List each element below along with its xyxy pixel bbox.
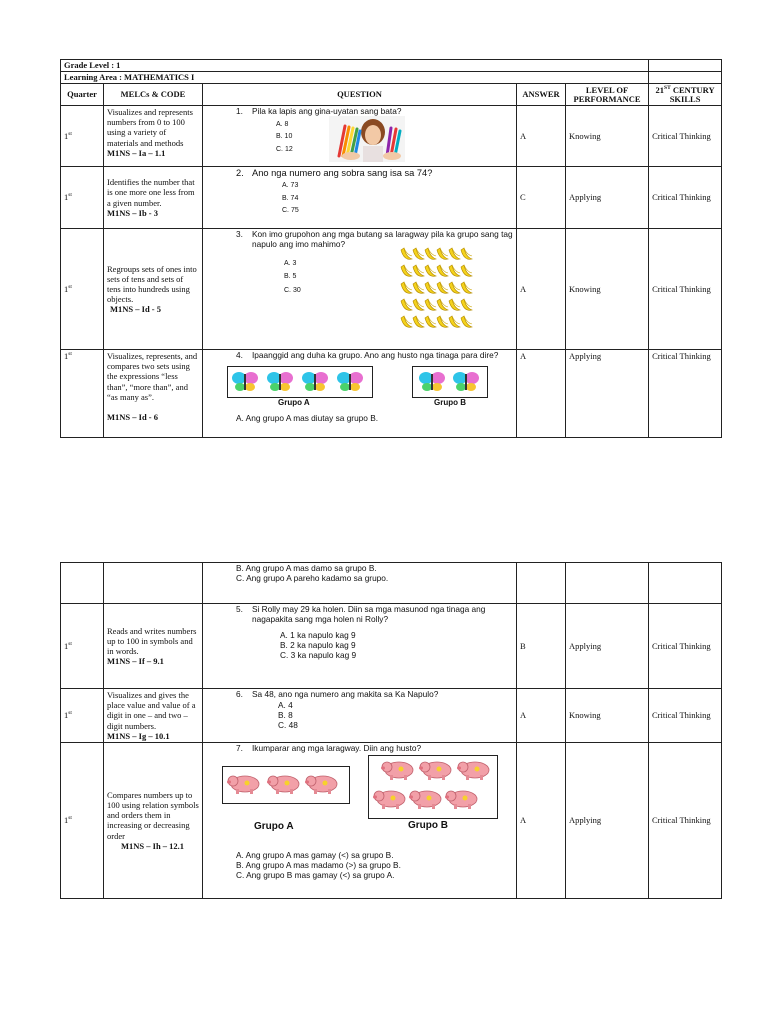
level-cell: Knowing: [566, 689, 649, 743]
answer-cell: A: [517, 106, 566, 167]
table-row: [61, 167, 722, 229]
answer-cell: C: [517, 167, 566, 229]
answer-cell: [517, 563, 566, 604]
quarter-cell: 1st: [61, 350, 104, 438]
skill-cell: Critical Thinking: [649, 106, 722, 167]
butterfly-icon: [337, 372, 363, 391]
question-cell: 6. Sa 48, ano nga numero ang makita sa Ka Napulo? A. 4 B. 8 C. 48: [203, 689, 517, 743]
quarter-cell: 1st: [61, 229, 104, 350]
melc-code: M1NS – Ih – 12.1: [121, 840, 185, 851]
melc-code: M1NS – Ib - 3: [107, 207, 159, 218]
quarter-cell: 1st: [61, 689, 104, 743]
pig-icon: [457, 762, 489, 780]
melc-cell: Visualizes and gives the place value and value of a digit in one – and two – digit numbers. M1NS – Ig – 10.1: [104, 689, 203, 743]
quarter-cell: [61, 563, 104, 604]
banana-icon: [449, 248, 460, 259]
pig-group-a-image: [222, 766, 350, 804]
melc-cell: Visualizes, represents, and compares two sets using the expressions “less than”, “more than”, and “as many as”. M1NS – Id - 6: [104, 350, 203, 438]
banana-icon: [461, 299, 472, 310]
skill-cell: Critical Thinking: [649, 350, 722, 438]
level-cell: Applying: [566, 742, 649, 898]
group-b-label: Grupo B: [434, 397, 466, 407]
banana-icon: [425, 265, 436, 276]
answer-options: A. 8 B. 10 C. 12: [276, 120, 293, 153]
col-quarter: Quarter: [61, 84, 104, 106]
answer-options: A. Ang grupo A mas diutay sa grupo B.: [236, 412, 379, 423]
banana-icon: [413, 282, 424, 293]
col-melcs: MELCs & CODE: [104, 84, 203, 106]
quarter-cell: 1st: [61, 742, 104, 898]
banana-icon: [449, 265, 460, 276]
learning-area: Learning Area : MATHEMATICS I: [61, 72, 649, 84]
level-cell: Knowing: [566, 106, 649, 167]
pig-icon: [227, 776, 259, 794]
banana-icon: [401, 248, 412, 259]
question-cell: [203, 563, 517, 604]
answer-options: A. 3 B. 5 C. 30: [284, 259, 301, 294]
banana-icon: [413, 299, 424, 310]
group-a-label: Grupo A: [254, 820, 294, 832]
level-cell: Applying: [566, 350, 649, 438]
banana-icon: [413, 265, 424, 276]
banana-icon: [401, 299, 412, 310]
butterfly-icon: [267, 372, 293, 391]
pig-icon: [445, 791, 477, 809]
skill-cell: Critical Thinking: [649, 689, 722, 743]
quarter-cell: 1st: [61, 167, 104, 229]
assessment-table-2: [60, 562, 722, 899]
skill-cell: [649, 563, 722, 604]
group-a-label: Grupo A: [278, 397, 310, 407]
melc-cell: [104, 563, 203, 604]
blank-cell: [649, 60, 722, 72]
banana-icon: [437, 299, 448, 310]
answer-options: A. Ang grupo A mas gamay (<) sa grupo B. B. Ang grupo A mas madamo (>) sa grupo B. C. Ang grupo B mas gamay (<) sa grupo A.: [236, 849, 401, 880]
table-row: [61, 604, 722, 689]
butterfly-group-a-image: [227, 366, 373, 398]
quarter-cell: 1st: [61, 604, 104, 689]
pig-icon: [409, 791, 441, 809]
question-cell: 7. Ikumparar ang mga laragway. Diin ang husto? Grupo A Grupo B A. Ang grupo A mas gamay (<) sa grupo B. B. Ang grupo A mas madamo (>) sa grupo B. C. Ang grupo B mas gamay (<) sa grupo A.: [203, 742, 517, 898]
butterfly-icon: [419, 372, 445, 391]
banana-icon: [437, 265, 448, 276]
level-cell: Applying: [566, 604, 649, 689]
col-answer: ANSWER: [517, 84, 566, 106]
banana-icon: [461, 282, 472, 293]
child-with-pencils-image: [329, 116, 405, 162]
table-row: [61, 689, 722, 743]
level-cell: Applying: [566, 167, 649, 229]
melc-code: M1NS – Id - 5: [110, 304, 162, 315]
banana-icon: [425, 299, 436, 310]
skill-cell: Critical Thinking: [649, 742, 722, 898]
answer-cell: A: [517, 689, 566, 743]
skill-cell: Critical Thinking: [649, 604, 722, 689]
quarter-cell: 1st: [61, 106, 104, 167]
melc-cell: Reads and writes numbers up to 100 in symbols and in words. M1NS – If – 9.1: [104, 604, 203, 689]
pig-icon: [381, 762, 413, 780]
banana-icon: [413, 248, 424, 259]
pig-group-b-image: [368, 755, 498, 819]
melc-cell: Identifies the number that is one more one less from a given number. M1NS – Ib - 3: [104, 167, 203, 229]
level-cell: Knowing: [566, 229, 649, 350]
pig-icon: [373, 791, 405, 809]
answer-cell: A: [517, 350, 566, 438]
banana-icon: [449, 299, 460, 310]
melc-code: M1NS – Ig – 10.1: [107, 730, 170, 741]
group-b-label: Grupo B: [408, 819, 448, 831]
pig-icon: [305, 776, 337, 794]
table-row: [61, 229, 722, 350]
question-cell: 4. Ipaanggid ang duha ka grupo. Ano ang husto nga tinaga para dire? Grupo A Grupo B A. Ang grupo A mas diutay sa grupo B.: [203, 350, 517, 438]
banana-icon: [401, 316, 412, 327]
col-level: LEVEL OF PERFORMANCE: [566, 84, 649, 106]
banana-icon: [437, 282, 448, 293]
butterfly-icon: [453, 372, 479, 391]
melc-cell: Regroups sets of ones into sets of tens and sets of tens into hundreds using objects. M1NS – Id - 5: [104, 229, 203, 350]
answer-cell: A: [517, 742, 566, 898]
blank-cell: [649, 72, 722, 84]
banana-icon: [425, 282, 436, 293]
banana-icon: [425, 316, 436, 327]
butterfly-group-b-image: [412, 366, 488, 398]
skill-cell: Critical Thinking: [649, 167, 722, 229]
melc-code: M1NS – If – 9.1: [107, 656, 164, 667]
table-row: [61, 350, 722, 438]
melc-cell: Visualizes and represents numbers from 0 to 100 using a variety of materials and methods M1NS – Ia – 1.1: [104, 106, 203, 167]
pig-icon: [419, 762, 451, 780]
answer-cell: A: [517, 229, 566, 350]
banana-icon: [461, 316, 472, 327]
melc-code: M1NS – Id - 6: [107, 412, 159, 423]
banana-icon: [437, 316, 448, 327]
grade-level: Grade Level : 1: [61, 60, 649, 72]
answer-options: A. 4 B. 8 C. 48: [278, 699, 298, 730]
level-cell: [566, 563, 649, 604]
answer-options: A. 1 ka napulo kag 9 B. 2 ka napulo kag 9 C. 3 ka napulo kag 9: [280, 629, 357, 660]
answer-options: A. 73 B. 74 C. 75: [282, 182, 299, 214]
banana-icon: [437, 248, 448, 259]
melc-code: M1NS – Ia – 1.1: [107, 147, 166, 158]
banana-icon: [449, 282, 460, 293]
question-cell: 5. Si Rolly may 29 ka holen. Diin sa mga masunod nga tinaga ang nagapakita sang mga holen ni Rolly? A. 1 ka napulo kag 9 B. 2 ka napulo kag 9 C. 3 ka napulo kag 9: [203, 604, 517, 689]
table-row: [61, 742, 722, 898]
table-row: [61, 106, 722, 167]
banana-grid-image: [399, 245, 475, 331]
melc-cell: Compares numbers up to 100 using relation symbols and orders them in increasing or decreasing order M1NS – Ih – 12.1: [104, 742, 203, 898]
banana-icon: [425, 248, 436, 259]
col-question: QUESTION: [203, 84, 517, 106]
butterfly-icon: [302, 372, 328, 391]
answer-cell: B: [517, 604, 566, 689]
butterfly-icon: [232, 372, 258, 391]
pig-icon: [267, 776, 299, 794]
col-skills: 21ST CENTURY SKILLS: [649, 84, 722, 106]
assessment-table-1: [60, 59, 722, 438]
question-cell: 3. Kon imo grupohon ang mga butang sa laragway pila ka grupo sang tag napulo ang imo mahimo? A. 3 B. 5 C. 30: [203, 229, 517, 350]
table-row: [61, 563, 722, 604]
banana-icon: [413, 316, 424, 327]
header-row: [61, 84, 722, 106]
banana-icon: [401, 282, 412, 293]
banana-icon: [401, 265, 412, 276]
banana-icon: [461, 265, 472, 276]
banana-icon: [461, 248, 472, 259]
banana-icon: [449, 316, 460, 327]
answer-options: B. Ang grupo A mas damo sa grupo B. C. Ang grupo A pareho kadamo sa grupo.: [236, 563, 389, 583]
question-cell: 2. Ano nga numero ang sobra sang isa sa 74? A. 73 B. 74 C. 75: [203, 167, 517, 229]
question-cell: 1. Pila ka lapis ang gina-uyatan sang bata? A. 8 B. 10 C. 12: [203, 106, 517, 167]
skill-cell: Critical Thinking: [649, 229, 722, 350]
